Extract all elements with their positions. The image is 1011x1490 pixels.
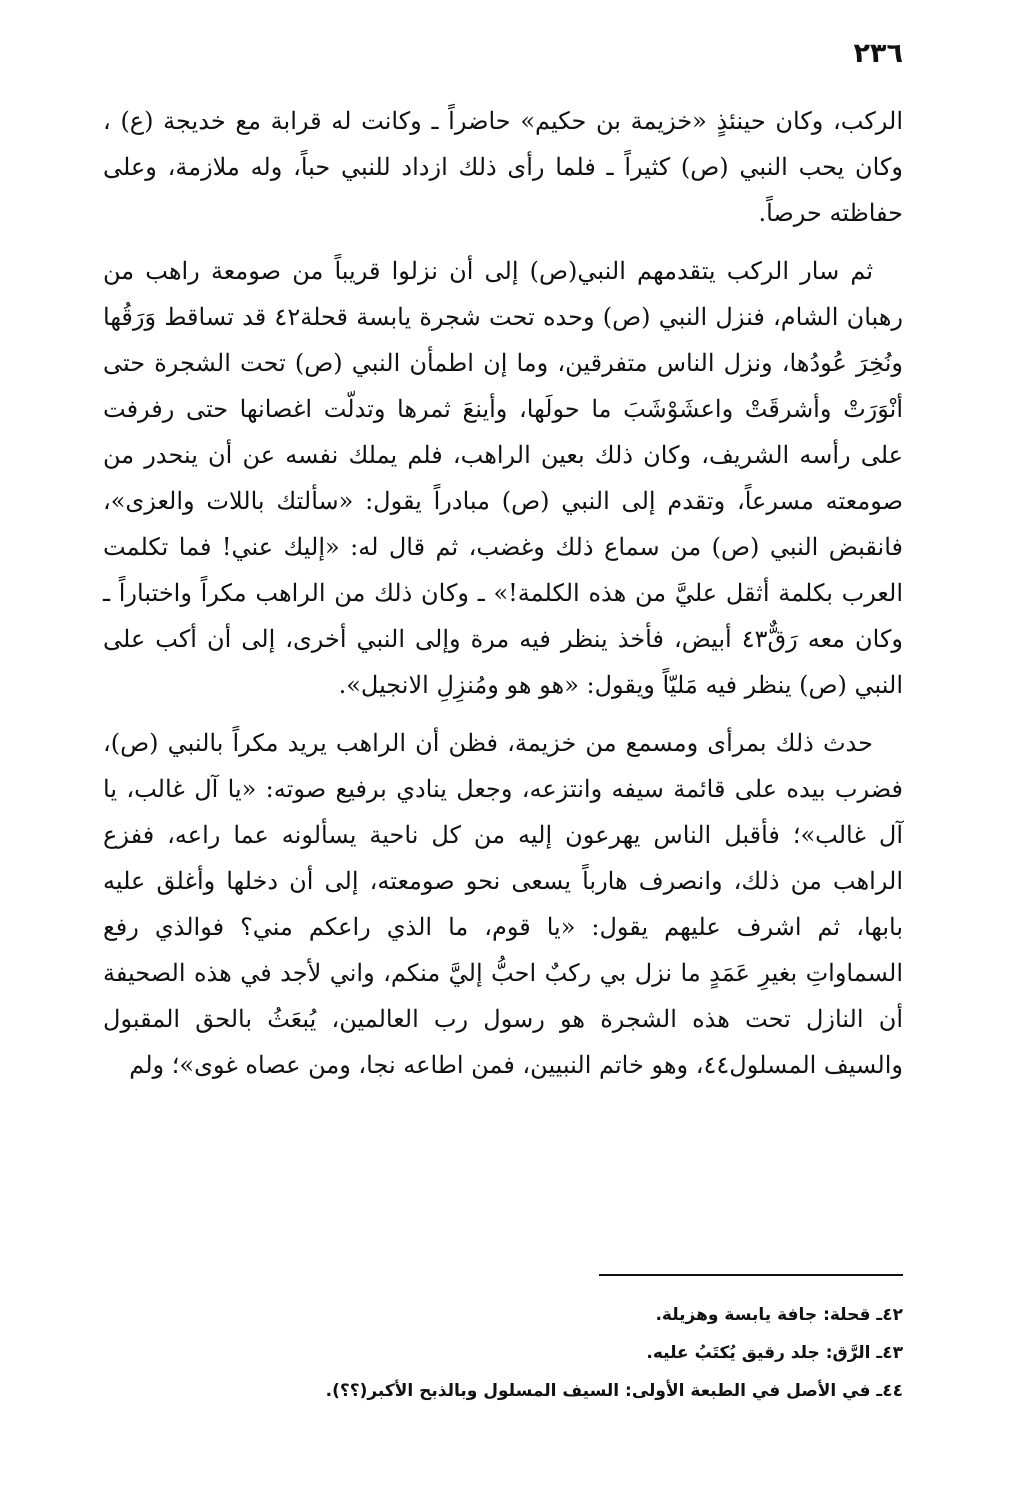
- paragraph: حدث ذلك بمرأى ومسمع من خزيمة، فظن أن الراهب يريد مكراً بالنبي (ص)، فضرب بيده على قائمة سيفه وانتزعه، وجعل ينادي برفيع صوته: «يا آل غالب، يا آل غالب»؛ فأقبل الناس يهرعون إليه من كل ناحية يسألونه عما راعه، ففزع الراهب من ذلك، وانصرف هارباً يسعى نحو صومعته، إلى أن دخلها وأغلق عليه بابها، ثم اشرف عليهم يقول: «يا قوم، ما الذي راعكم مني؟ فوالذي رفع السماواتِ بغيرِ عَمَدٍ ما نزل بي ركبٌ احبُّ إليَّ منكم، واني لأجد في هذه الصحيفة أن النازل تحت هذه الشجرة هو رسول رب العالمين، يُبعَثُ بالحق المقبول والسيف المسلول٤٤، وهو خاتم النبيين، فمن اطاعه نجا، ومن عصاه غوى»؛ ولم: [103, 729, 903, 1079]
- page-number: ٢٣٦: [853, 38, 903, 69]
- footnote-44: ٤٤ـ في الأصل في الطبعة الأولى: السيف المسلول وبالذبح الأكبر(؟؟).: [325, 1381, 903, 1401]
- paragraph: ثم سار الركب يتقدمهم النبي(ص) إلى أن نزلوا قريباً من صومعة راهب من رهبان الشام، فنزل النبي (ص) وحده تحت شجرة يابسة قحلة٤٢ قد تساقط وَرَقُها ونُخِرَ عُودُها، ونزل الناس متفرقين، وما إن اطمأن النبي (ص) تحت الشجرة حتى أنْوَرَتْ وأشرقَتْ واعشَوْشَبَ ما حولَها، وأينعَ ثمرها وتدلّت اغصانها حتى رفرفت على رأسه الشريف، وكان ذلك بعين الراهب، فلم يملك نفسه عن أن ينحدر من صومعته مسرعاً، وتقدم إلى النبي (ص) مبادراً يقول: «سألتك باللات والعزى»، فانقبض النبي (ص) من سماع ذلك وغضب، ثم قال له: «إليك عني! فما تكلمت العرب بكلمة أثقل عليَّ من هذه الكلمة!» ـ وكان ذلك من الراهب مكراً واختباراً ـ وكان معه رَقٌّ٤٣ أبيض، فأخذ ينظر فيه مرة وإلى النبي أخرى، إلى أن أكب على النبي (ص) ينظر فيه مَليّاً ويقول: «هو هو ومُنزِلِ الانجيل».: [103, 257, 904, 699]
- footnote-42: ٤٢ـ قحلة: جافة يابسة وهزيلة.: [655, 1305, 903, 1325]
- footnotes: [103, 1296, 903, 1410]
- footnote-43: ٤٣ـ الرَّق: جلد رقيق يُكتَبُ عليه.: [646, 1343, 903, 1363]
- footnote-separator: [599, 1274, 903, 1276]
- paragraph: الركب، وكان حينئذٍ «خزيمة بن حكيم» حاضراً ـ وكانت له قرابة مع خديجة (ع) ، وكان يحب النبي (ص) كثيراً ـ فلما رأى ذلك ازداد للنبي حباً، وله ملازمة، وعلى حفاظته حرصاً.: [103, 107, 903, 227]
- main-text: [103, 98, 903, 1100]
